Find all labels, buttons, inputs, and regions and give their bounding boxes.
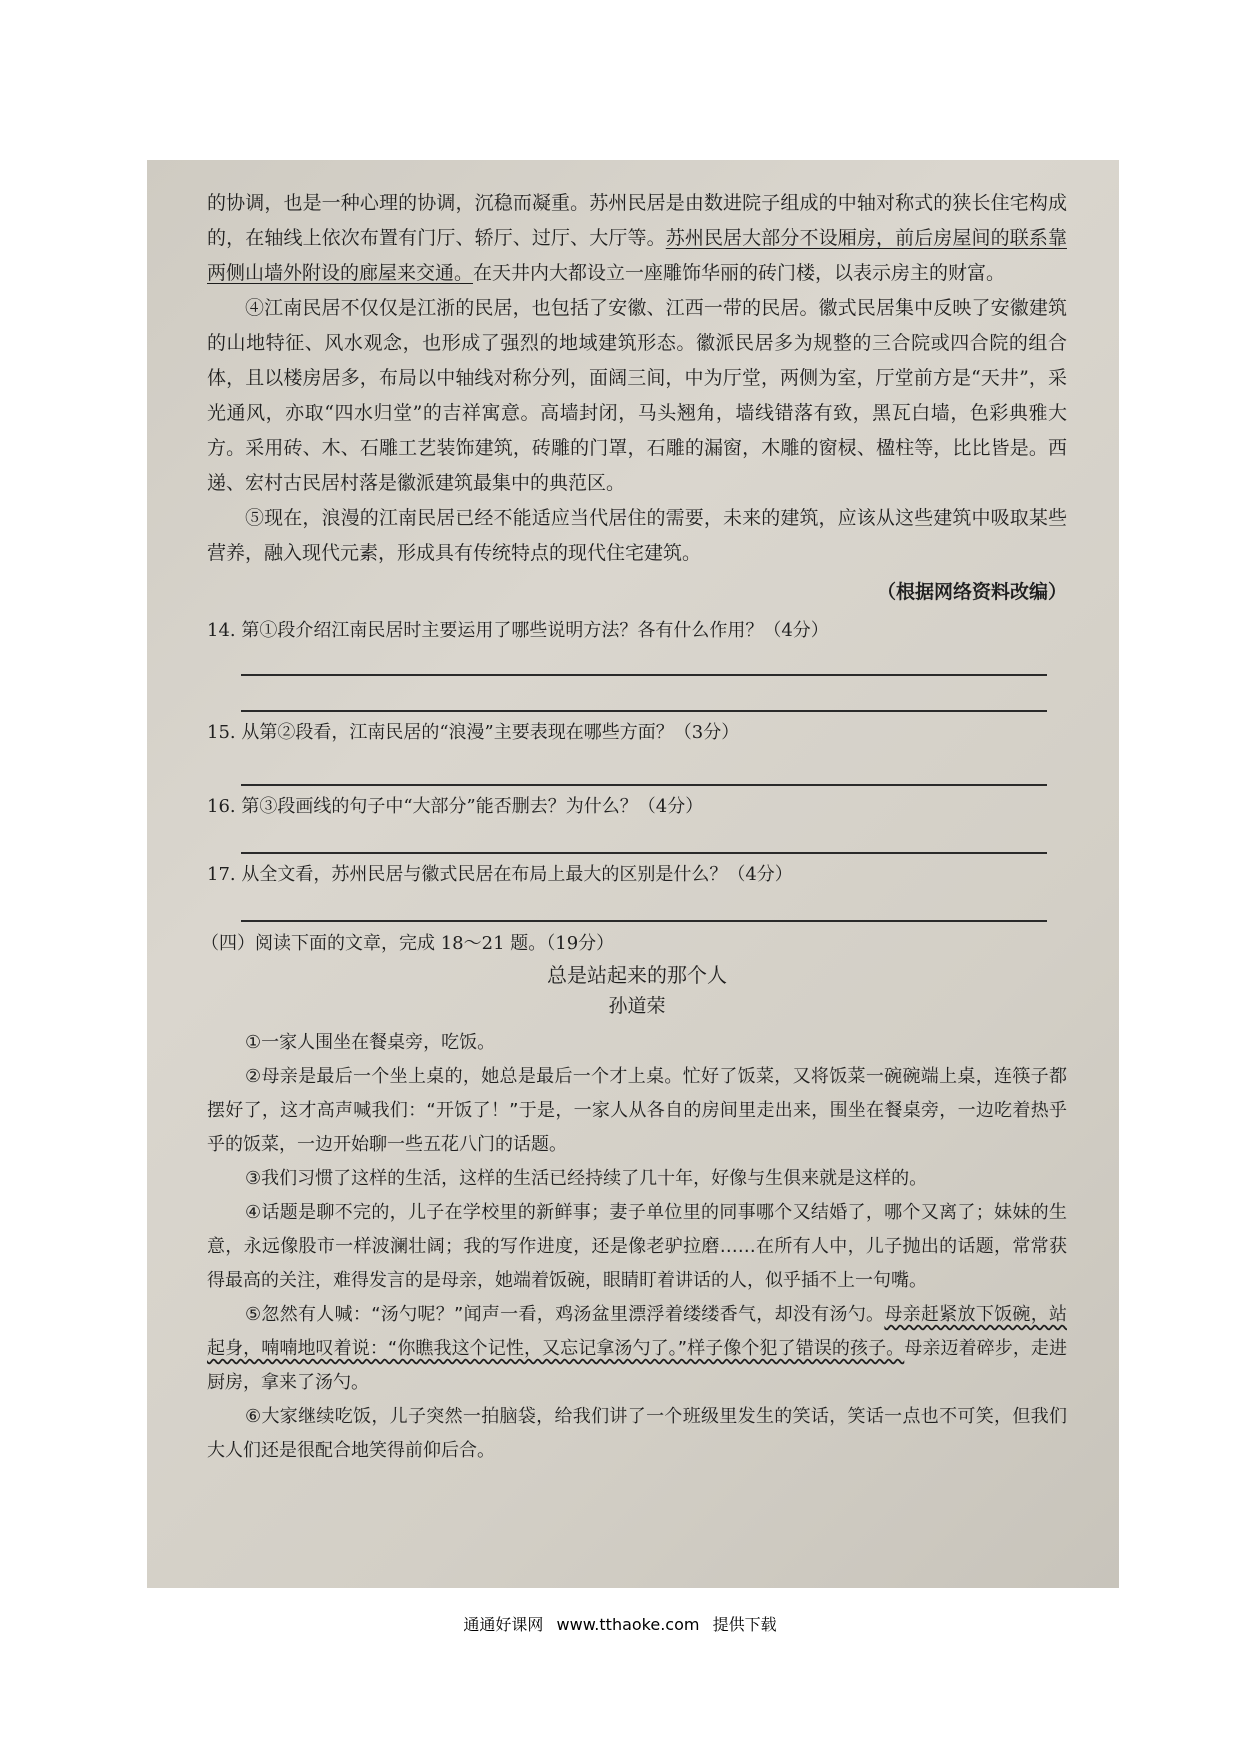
question-16: 16. 第③段画线的句子中“大部分”能否删去？为什么？（4分）: [207, 796, 704, 817]
source-note: （根据网络资料改编）: [876, 581, 1067, 603]
passage3-paragraph-5: ⑤现在，浪漫的江南民居已经不能适应当代居住的需要，未来的建筑，应该从这些建筑中吸取某些营养，融入现代元素，形成具有传统特点的现代住宅建筑。: [207, 507, 1067, 564]
footer-note: 提供下载: [712, 1615, 777, 1634]
footer-url[interactable]: www.tthaoke.com: [556, 1615, 700, 1634]
answer-line-14a[interactable]: [241, 646, 1047, 676]
question-17: 17. 从全文看，苏州民居与徽式民居在布局上最大的区别是什么？（4分）: [207, 864, 793, 885]
passage3-paragraph-3: 的协调，也是一种心理的协调，沉稳而凝重。苏州民居是由数进院子组成的中轴对称式的狭长住宅构成的，在轴线上依次布置有门厅、轿厅、过厅、大厅等。苏州民居大部分不设厢房，前后房屋间的联系靠两侧山墙外附设的廊屋来交通。在天井内大都设立一座雕饰华丽的砖门楼，以表示房主的财富。: [207, 192, 1067, 284]
article-paragraph-6: ⑥大家继续吃饭，儿子突然一拍脑袋，给我们讲了一个班级里发生的笑话，笑话一点也不可笑，但我们大人们还是很配合地笑得前仰后合。: [207, 1406, 1067, 1461]
underlined-sentence: 苏州民居大部分不设厢房，前后房屋间的联系靠两侧山墙外附设的廊屋来交通。: [207, 227, 1067, 284]
article-paragraph-1: ①一家人围坐在餐桌旁，吃饭。: [245, 1032, 496, 1053]
article-paragraph-3: ③我们习惯了这样的生活，这样的生活已经持续了几十年，好像与生俱来就是这样的。: [245, 1168, 928, 1189]
article-title: 总是站起来的那个人: [547, 963, 727, 987]
section-4-heading: （四）阅读下面的文章，完成 18～21 题。（19分）: [201, 933, 615, 954]
footer-site-name: 通通好课网: [463, 1615, 544, 1634]
question-15: 15. 从第②段看，江南民居的“浪漫”主要表现在哪些方面？（3分）: [207, 722, 740, 743]
scanned-exam-page: [147, 160, 1119, 1588]
page-footer: [0, 1612, 1240, 1635]
answer-line-16[interactable]: [241, 822, 1047, 854]
wavy-underlined-sentence: 母亲赶紧放下饭碗，站起身，喃喃地叹着说：“你瞧我这个记性，又忘记拿汤勺了。”样子像个犯了错误的孩子。: [207, 1304, 1067, 1359]
article-paragraph-4: ④话题是聊不完的，儿子在学校里的新鲜事；妻子单位里的同事哪个又结婚了，哪个又离了；妹妹的生意，永远像股市一样波澜壮阔；我的写作进度，还是像老驴拉磨……在所有人中，儿子抛出的话题，常常获得最高的关注，难得发言的是母亲，她端着饭碗，眼睛盯着讲话的人，似乎插不上一句嘴。: [207, 1202, 1067, 1291]
answer-line-14b[interactable]: [241, 676, 1047, 712]
article-paragraph-5: ⑤忽然有人喊：“汤勺呢？”闻声一看，鸡汤盆里漂浮着缕缕香气，却没有汤勺。母亲赶紧放下饭碗，站起身，喃喃地叹着说：“你瞧我这个记性，又忘记拿汤勺了。”样子像个犯了错误的孩子。母亲迈着碎步，走进厨房，拿来了汤勺。: [207, 1304, 1068, 1393]
answer-line-15[interactable]: [241, 748, 1047, 786]
passage3-paragraph-4: ④江南民居不仅仅是江浙的民居，也包括了安徽、江西一带的民居。徽式民居集中反映了安徽建筑的山地特征、风水观念，也形成了强烈的地域建筑形态。徽派民居多为规整的三合院或四合院的组合体，且以楼房居多，布局以中轴线对称分列，面阔三间，中为厅堂，两侧为室，厅堂前方是“天井”，采光通风，亦取“四水归堂”的吉祥寓意。高墙封闭，马头翘角，墙线错落有致，黑瓦白墙，色彩典雅大方。采用砖、木、石雕工艺装饰建筑，砖雕的门罩，石雕的漏窗，木雕的窗棂、楹柱等，比比皆是。西递、宏村古民居村落是徽派建筑最集中的典范区。: [207, 297, 1067, 494]
article-paragraph-2: ②母亲是最后一个坐上桌的，她总是最后一个才上桌。忙好了饭菜，又将饭菜一碗碗端上桌，连筷子都摆好了，这才高声喊我们：“开饭了！”于是，一家人从各自的房间里走出来，围坐在餐桌旁，一边吃着热乎乎的饭菜，一边开始聊一些五花八门的话题。: [207, 1066, 1067, 1155]
article-author: 孙道荣: [608, 995, 666, 1017]
answer-line-17[interactable]: [241, 890, 1047, 922]
question-14: 14. 第①段介绍江南民居时主要运用了哪些说明方法？各有什么作用？（4分）: [207, 620, 829, 641]
